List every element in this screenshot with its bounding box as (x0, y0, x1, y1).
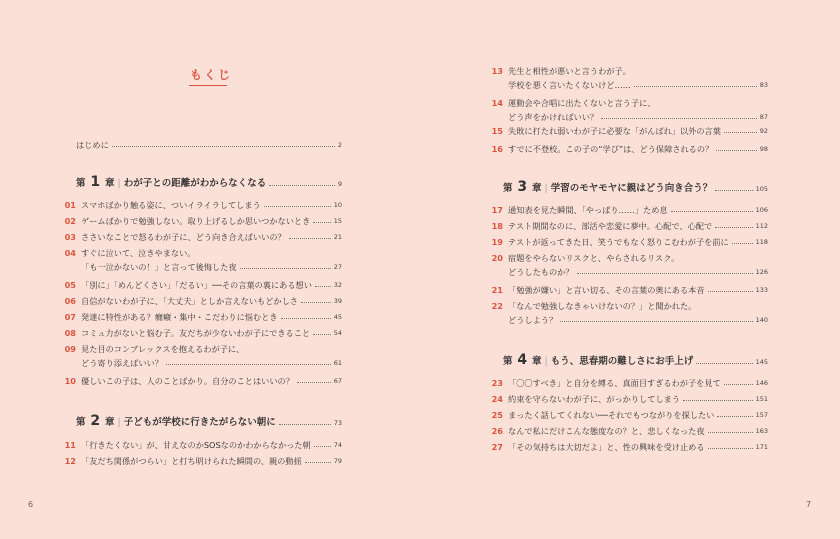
item-text: まったく話してくれない──それでもつながりを探したい (508, 410, 715, 420)
page-ref: 74 (333, 441, 342, 449)
leader-dots (716, 150, 756, 151)
leader-dots (717, 416, 752, 417)
leader-dots (305, 462, 331, 463)
toc-item-line2 (508, 315, 768, 325)
toc-item (489, 126, 768, 136)
leader-dots (671, 211, 753, 212)
item-text: 優しいこの子は、人のことばかり。自分のことはいいの？ (81, 376, 294, 386)
page-ref: 126 (755, 268, 768, 276)
leader-dots (313, 222, 330, 223)
page-ref: 61 (333, 359, 342, 367)
chapter-title: 子どもが学校に行きたがらない朝に (123, 417, 276, 428)
leader-dots (724, 132, 757, 133)
item-text: 見た目のコンプレックスを抱えるわが子に、 (81, 344, 245, 354)
item-text: なんで私にだけこんな態度なの？と、悲しくなった夜 (508, 426, 705, 436)
item-text: 発達に特性がある？癇癪・集中・こだわりに悩むとき (81, 312, 278, 322)
item-text-line2: どうしよう？ (508, 315, 558, 325)
toc-item (62, 200, 342, 210)
item-number: 05 (64, 280, 76, 290)
leader-dots (313, 334, 331, 335)
item-number: 24 (491, 394, 503, 404)
item-text: 「友だち関係がつらい」と打ち明けられた瞬間の、親の動揺 (81, 456, 302, 466)
item-text: すぐに泣いて、泣きやまない。 (81, 248, 196, 258)
intro-label: はじめに (76, 140, 109, 150)
toc-item (489, 66, 768, 76)
leader-dots (715, 227, 752, 228)
toc-item-line2 (508, 80, 768, 90)
page-ref: 45 (333, 313, 342, 321)
item-text: 自信がないわが子に、「大丈夫」としか言えないもどかしさ (81, 296, 298, 306)
page-ref: 39 (333, 297, 342, 305)
chapter-prefix: 第 (76, 178, 86, 189)
page-ref: 118 (755, 238, 768, 246)
chapter-title: わが子との距離がわからなくなる (123, 178, 267, 189)
toc-item (489, 378, 768, 388)
toc-item (62, 328, 342, 338)
item-number: 15 (491, 126, 503, 136)
toc-row (76, 140, 342, 150)
leader-dots (264, 206, 331, 207)
item-text: 宿題をやらないリスクと、やらされるリスク。 (508, 253, 680, 263)
chapter-separator: | (117, 178, 121, 189)
chapter-label (76, 174, 267, 190)
chapter-separator: | (544, 183, 548, 194)
item-number: 07 (64, 312, 76, 322)
toc-item (62, 216, 342, 226)
leader-dots (279, 424, 331, 425)
toc-item (62, 312, 342, 322)
item-number: 23 (491, 378, 503, 388)
toc-item-line2 (81, 262, 342, 272)
page-ref: 146 (755, 379, 768, 387)
toc-item-line2 (508, 112, 768, 122)
chapter-separator: | (117, 417, 121, 428)
item-text: テストが返ってきた日、笑うでもなく怒りこむわが子を前に (508, 237, 729, 247)
item-text-line2: どう寄り添えばいい？ (81, 358, 163, 368)
leader-dots (708, 448, 753, 449)
toc-item (62, 344, 342, 354)
page-ref: 32 (333, 281, 342, 289)
chapter-row (503, 179, 768, 195)
leader-dots (297, 382, 331, 383)
chapter-number: 2 (85, 413, 106, 429)
item-text: 運動会や合唱に出たくないと言う子に、 (508, 98, 656, 108)
item-number: 11 (64, 440, 76, 450)
chapter-suffix: 章 (532, 356, 542, 367)
toc-item (489, 205, 768, 215)
item-text: 約束を守らないわが子に、がっかりしてしまう (508, 394, 680, 404)
leader-dots (683, 400, 753, 401)
item-number: 04 (64, 248, 76, 258)
chapter-prefix: 第 (76, 417, 86, 428)
item-number: 06 (64, 296, 76, 306)
toc-item (489, 237, 768, 247)
item-text-line2: どうしたものか？ (508, 267, 574, 277)
leader-dots (724, 384, 753, 385)
page-number-left: 6 (28, 500, 34, 509)
toc-item (62, 280, 342, 290)
page-ref: 112 (755, 222, 768, 230)
toc-item-line2 (508, 267, 768, 277)
item-number: 22 (491, 301, 503, 311)
toc-item (489, 98, 768, 108)
toc-item (62, 296, 342, 306)
chapter-prefix: 第 (503, 356, 513, 367)
page-ref: 15 (333, 217, 342, 225)
item-number: 02 (64, 216, 76, 226)
leader-dots (289, 238, 331, 239)
leader-dots (634, 86, 757, 87)
page-ref: 67 (333, 377, 342, 385)
leader-dots (315, 286, 331, 287)
page-ref: 79 (333, 457, 342, 465)
page-ref: 87 (759, 113, 768, 121)
chapter-label (503, 352, 694, 368)
page-ref: 133 (755, 286, 768, 294)
leader-dots (708, 432, 753, 433)
leader-dots (708, 291, 753, 292)
toc-item (489, 410, 768, 420)
chapter-suffix: 章 (105, 178, 115, 189)
item-text: テスト期間なのに、部活や恋愛に夢中。心配で、心配で (508, 221, 713, 231)
toc-item (62, 376, 342, 386)
chapter-title: もう、思春期の難しさにお手上げ (550, 356, 694, 367)
chapter-label (76, 413, 276, 429)
leader-dots (560, 321, 752, 322)
page-ref: 10 (333, 201, 342, 209)
item-number: 09 (64, 344, 76, 354)
item-text-line2: どう声をかければいい？ (508, 112, 599, 122)
item-text: すでに不登校。この子の“学び”は、どう保障されるの？ (508, 144, 714, 154)
chapter-row (76, 413, 342, 429)
page-ref: 21 (333, 233, 342, 241)
page-ref: 140 (755, 316, 768, 324)
item-number: 17 (491, 205, 503, 215)
toc-item (489, 253, 768, 263)
page-number-right: 7 (806, 500, 812, 509)
item-text: コミュ力がないと悩む子。友だちが少ないわが子にできること (81, 328, 311, 338)
chapter-suffix: 章 (532, 183, 542, 194)
chapter-number: 4 (512, 352, 533, 368)
leader-dots (715, 190, 752, 191)
leader-dots (301, 302, 331, 303)
leader-dots (314, 446, 331, 447)
item-text: 「別に」「めんどくさい」「だるい」──その言葉の裏にある想い (81, 280, 312, 290)
chapter-number: 3 (512, 179, 533, 195)
item-text-line2: 「も一泣かないの！」と言って後悔した夜 (81, 262, 237, 272)
item-number: 14 (491, 98, 503, 108)
toc-item (489, 144, 768, 154)
chapter-label (503, 179, 713, 195)
page-ref: 171 (755, 443, 768, 451)
item-text: ゲームばかりで勉強しない。取り上げるしか思いつかないとき (81, 216, 311, 226)
leader-dots (696, 363, 752, 364)
item-number: 18 (491, 221, 503, 231)
page-ref: 9 (337, 180, 342, 188)
item-text: 先生と相性が悪いと言うわが子。 (508, 66, 631, 76)
toc-item (62, 456, 342, 466)
chapter-title: 学習のモヤモヤに親はどう向き合う？ (550, 183, 713, 194)
toc-item (489, 394, 768, 404)
toc-item (489, 301, 768, 311)
item-number: 08 (64, 328, 76, 338)
title-underline (189, 85, 227, 86)
item-number: 25 (491, 410, 503, 420)
item-number: 19 (491, 237, 503, 247)
item-number: 10 (64, 376, 76, 386)
page-ref: 2 (337, 141, 342, 149)
item-text: 「〇〇すべき」と自分を縛る、真面目すぎるわが子を見て (508, 378, 721, 388)
page-ref: 105 (755, 185, 768, 193)
chapter-row (76, 174, 342, 190)
leader-dots (281, 318, 331, 319)
toc-item (489, 285, 768, 295)
item-text: ささいなことで怒るわが子に、どう向き合えばいいの？ (81, 232, 286, 242)
toc-title: もくじ (190, 68, 233, 82)
page-ref: 83 (759, 81, 768, 89)
toc-item (489, 426, 768, 436)
item-number: 26 (491, 426, 503, 436)
toc-item (62, 232, 342, 242)
item-number: 13 (491, 66, 503, 76)
item-number: 01 (64, 200, 76, 210)
toc-item (489, 221, 768, 231)
page-ref: 106 (755, 206, 768, 214)
leader-dots (112, 146, 335, 147)
page-ref: 157 (755, 411, 768, 419)
item-text: スマホばかり触る姿に、ついイライラしてしまう (81, 200, 261, 210)
leader-dots (577, 273, 753, 274)
toc-item (489, 442, 768, 452)
leader-dots (269, 185, 335, 186)
page-ref: 92 (759, 127, 768, 135)
leader-dots (601, 118, 757, 119)
item-number: 03 (64, 232, 76, 242)
item-text: 「行きたくない」が、甘えなのかSOSなのかわからなかった朝 (81, 440, 311, 450)
chapter-prefix: 第 (503, 183, 513, 194)
toc-item (62, 248, 342, 258)
page-ref: 145 (755, 358, 768, 366)
page-ref: 73 (333, 419, 342, 427)
chapter-row (503, 352, 768, 368)
item-number: 12 (64, 456, 76, 466)
item-number: 21 (491, 285, 503, 295)
chapter-separator: | (544, 356, 548, 367)
page-ref: 163 (755, 427, 768, 435)
leader-dots (240, 268, 331, 269)
page-ref: 54 (333, 329, 342, 337)
item-text: 通知表を見た瞬間、「やっぱり……」ため息 (508, 205, 668, 215)
item-text-line2: 学校を悪く言いたくないけど…… (508, 80, 631, 90)
leader-dots (166, 364, 331, 365)
item-text: 「なんで勉強しなきゃいけないの？」と聞かれた。 (508, 301, 697, 311)
page-ref: 27 (333, 263, 342, 271)
chapter-suffix: 章 (105, 417, 115, 428)
item-text: 「その気持ちは大切だよ」と、性の興味を受け止める (508, 442, 705, 452)
leader-dots (732, 243, 753, 244)
page-ref: 151 (755, 395, 768, 403)
item-text: 失敗に打たれ弱いわが子に必要な「がんばれ」以外の言葉 (508, 126, 721, 136)
item-number: 27 (491, 442, 503, 452)
item-number: 20 (491, 253, 503, 263)
page-ref: 98 (759, 145, 768, 153)
item-number: 16 (491, 144, 503, 154)
toc-item (62, 440, 342, 450)
toc-item-line2 (81, 358, 342, 368)
item-text: 「勉強が嫌い」と言い切る、その言葉の奥にある本音 (508, 285, 705, 295)
chapter-number: 1 (85, 174, 106, 190)
